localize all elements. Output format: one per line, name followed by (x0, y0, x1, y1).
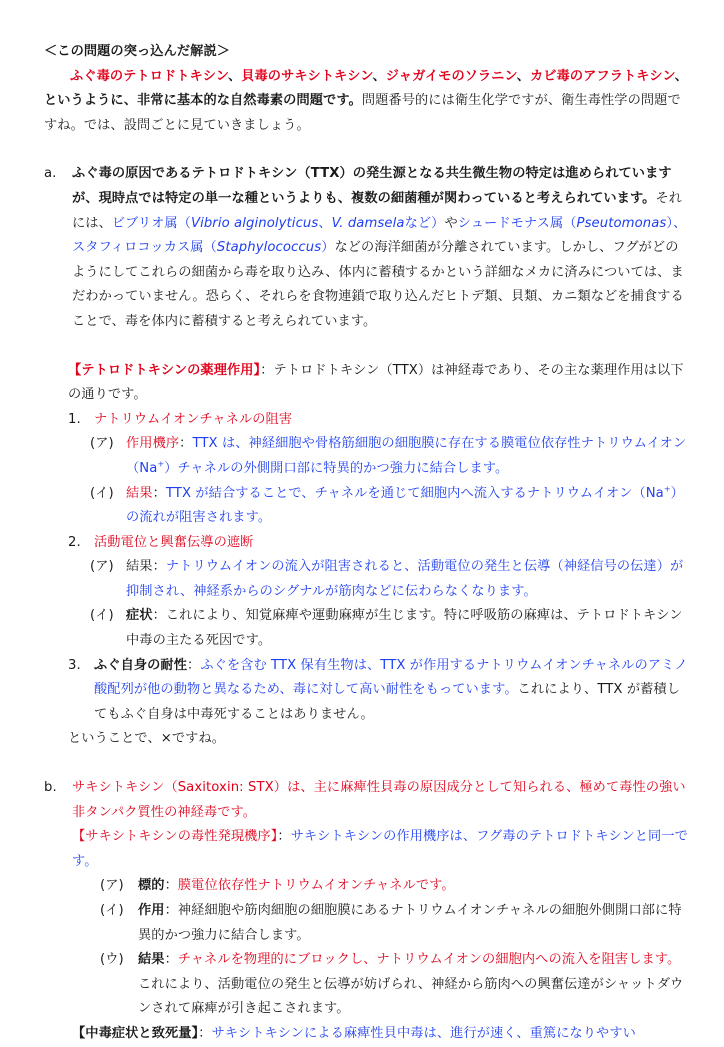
item-a (44, 162, 690, 334)
symptoms-intro: 【中毒症状と致死量】：サキシトキシンによる麻痺性貝中毒は、進行が速く、重篤になりやすい (72, 1025, 636, 1041)
list-item-title: ふぐ自身の耐性 (94, 657, 188, 673)
sub-item: (イ) 作用：神経細胞や筋肉細胞の細胞膜にあるナトリウムイオンチャネルの細胞外側開口部に特異的かつ強力に結合します。 (100, 903, 682, 943)
sub-item: (ア) 結果：ナトリウムイオンの流入が阻害されると、活動電位の発生と伝導（神経信号の伝達）が抑制され、神経系からのシグナルが筋肉などに伝わらなくなります。 (90, 559, 684, 599)
list-item: 2. 活動電位と興奮伝導の遮断 (44, 531, 690, 556)
item-b-marker: b. (44, 780, 57, 796)
toxin-tetrodotoxin: ふぐ毒のテトロドトキシン (70, 68, 228, 84)
list-item: 1. ナトリウムイオンチャネルの阻害 (44, 408, 690, 433)
toxin-saxitoxin: 貝毒のサキシトキシン (241, 68, 373, 84)
toxin-solanine: ジャガイモのソラニン (385, 68, 517, 84)
mechanism-intro: 【サキシトキシンの毒性発現機序】：サキシトキシンの作用機序は、フグ毒のテトロドトキシンと同一です。 (72, 829, 688, 869)
pharmacology-intro: 【テトロドトキシンの薬理作用】：テトロドトキシン（TTX）は神経毒であり、その主な薬理作用は以下の通りです。 (68, 362, 684, 403)
item-a-conclusion: ということで、×ですね。 (68, 731, 226, 747)
list-item: 3. ふぐ自身の耐性：ふぐを含む TTX 保有生物は、TTX が作用するナトリウムイオンチャネルのアミノ酸配列が他の動物と異なるため、毒に対して高い耐性をもっています。これにより、TTX が蓄積してもふぐ自身は中毒死することはありません。 (68, 657, 688, 722)
sub-item: (ア) 標的：膜電位依存性ナトリウムイオンチャネルです。 (100, 878, 455, 894)
sub-item: (イ) 結果：TTX が結合することで、チャネルを通じて細胞内へ流入するナトリウムイオン（Na+）の流れが阻害されます。 (90, 484, 684, 526)
pharmacology-title: 【テトロドトキシンの薬理作用】 (68, 362, 261, 378)
intro-paragraph: ふぐ毒のテトロドトキシン、貝毒のサキシトキシン、ジャガイモのソラニン、カビ毒のアフラトキシン、というように、非常に基本的な自然毒素の問題です。問題番号的には衛生化学ですが、衛生毒性学の問題ですね。では、設問ごとに見ていきましょう。 (44, 68, 688, 133)
document-page (44, 40, 690, 1047)
item-a-text: ふぐ毒の原因であるテトロドトキシン（TTX）の発生源となる共生微生物の特定は進められていますが、現時点では特定の単一な種というよりも、複数の細菌種が関わっていると考えられています。それには、ビブリオ属（Vibrio alginolyticus、V. damselaなど）やシュードモナス属（Pseutomonas）、スタフィロコッカス属（Staphylococcus）などの海洋細菌が分離されています。しかし、フグがどのようにしてこれらの細菌から毒を取り込み、体内に蓄積するかという詳細なメカに済みについては、まだわかっていません。恐らく、それらを食物連鎖で取り込んだヒトデ類、貝類、カニ類などを捕食することで、毒を体内に蓄積すると考えられています。 (72, 166, 687, 329)
sub-item: (ア) 作用機序：TTX は、神経細胞や骨格筋細胞の細胞膜に存在する膜電位依存性ナトリウムイオン（Na+）チャネルの外側開口部に特異的かつ強力に結合します。 (90, 436, 687, 476)
item-b-text: サキシトキシン（Saxitoxin: STX）は、主に麻痺性貝毒の原因成分として知られる、極めて毒性の強い非タンパク質性の神経毒です。 (72, 780, 686, 820)
item-a-marker: a. (44, 166, 57, 182)
symptoms-title: 【中毒症状と致死量】 (72, 1025, 199, 1041)
list-item-title: ナトリウムイオンチャネルの阻害 (94, 411, 293, 427)
sub-item: (ウ) 結果：チャネルを物理的にブロックし、ナトリウムイオンの細胞内への流入を阻害します。これにより、活動電位の発生と伝導が妨げられ、神経から筋肉への興奮伝達がシャットダウンされて麻痺が引き起こされます。 (100, 952, 684, 1017)
mechanism-title: 【サキシトキシンの毒性発現機序】 (72, 829, 278, 845)
item-b (44, 776, 690, 825)
sub-item: (イ) 症状：これにより、知覚麻痺や運動麻痺が生じます。特に呼吸筋の麻痺は、テトロドトキシン中毒の主たる死因です。 (90, 608, 683, 649)
toxin-aflatoxin: カビ毒のアフラトキシン (529, 68, 675, 84)
section-heading: ＜この問題の突っ込んだ解説＞ (44, 44, 231, 59)
list-item-title: 活動電位と興奮伝導の遮断 (94, 534, 254, 550)
